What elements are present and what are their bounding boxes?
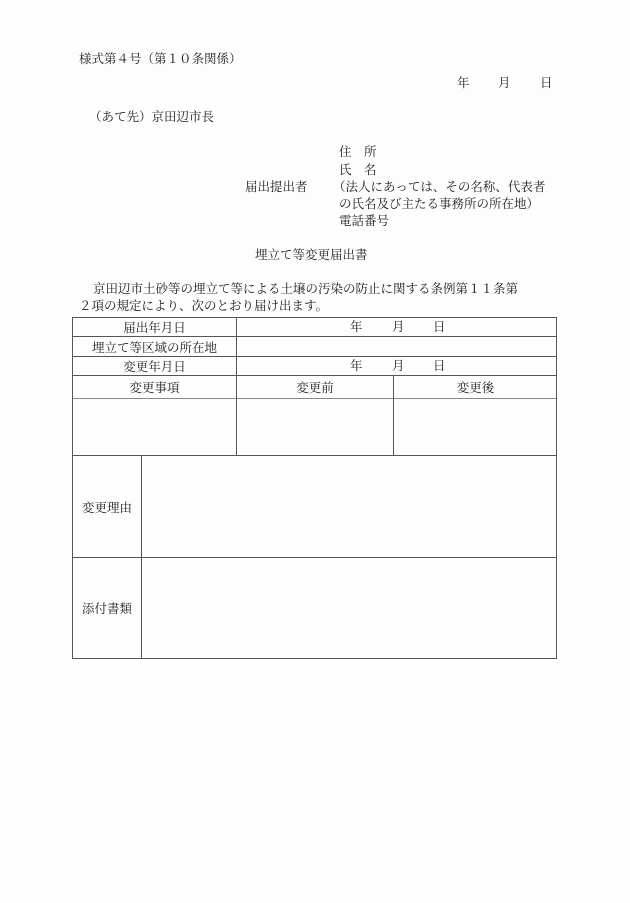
filing-date-field[interactable] bbox=[237, 318, 557, 336]
after-change-field[interactable] bbox=[394, 399, 557, 455]
filing-date-label: 届出年月日 bbox=[123, 320, 186, 335]
submitter-label: 届出提出者 bbox=[245, 179, 308, 194]
attachments-label: 添付書類 bbox=[81, 601, 132, 616]
filing-date-day: 日 bbox=[433, 319, 446, 334]
change-date-month: 月 bbox=[392, 358, 405, 373]
intro-line2: ２項の規定により、次のとおり届け出ます。 bbox=[79, 298, 329, 313]
landfill-location-field[interactable] bbox=[237, 337, 557, 356]
after-change-header: 変更後 bbox=[456, 380, 495, 395]
date-day-label: 日 bbox=[540, 75, 553, 90]
attachments-field[interactable] bbox=[142, 558, 557, 658]
landfill-location-label: 埋立て等区域の所在地 bbox=[91, 339, 217, 355]
change-date-year: 年 bbox=[350, 358, 363, 373]
submitter-note-line1: （法人にあっては、その名称、代表者 bbox=[333, 179, 546, 194]
change-date-day: 日 bbox=[433, 358, 446, 373]
document-title: 埋立て等変更届出書 bbox=[255, 247, 368, 262]
change-reason-field[interactable] bbox=[142, 456, 557, 557]
before-change-header: 変更前 bbox=[296, 380, 334, 395]
submitter-address-label: 住 所 bbox=[339, 144, 377, 159]
change-item-field[interactable] bbox=[73, 399, 236, 455]
filing-date-year: 年 bbox=[350, 319, 363, 334]
change-item-header: 変更事項 bbox=[129, 380, 180, 395]
submitter-name-label: 氏 名 bbox=[339, 162, 377, 177]
date-year-label: 年 bbox=[457, 75, 470, 90]
date-month-label: 月 bbox=[498, 75, 511, 90]
addressee: （あて先）京田辺市長 bbox=[89, 109, 215, 124]
change-reason-label: 変更理由 bbox=[81, 499, 132, 515]
form-number: 様式第４号（第１０条関係） bbox=[79, 51, 242, 66]
intro-line1: 京田辺市土砂等の埋立て等による土壌の汚染の防止に関する条例第１１条第 bbox=[93, 281, 519, 296]
change-date-label: 変更年月日 bbox=[123, 359, 186, 374]
change-date-field[interactable] bbox=[237, 357, 557, 375]
notification-table bbox=[72, 317, 557, 659]
before-change-field[interactable] bbox=[237, 399, 393, 455]
submitter-phone-label: 電話番号 bbox=[339, 213, 390, 228]
submitter-note-line2: の氏名及び主たる事務所の所在地） bbox=[339, 196, 540, 211]
filing-date-month: 月 bbox=[392, 319, 405, 334]
